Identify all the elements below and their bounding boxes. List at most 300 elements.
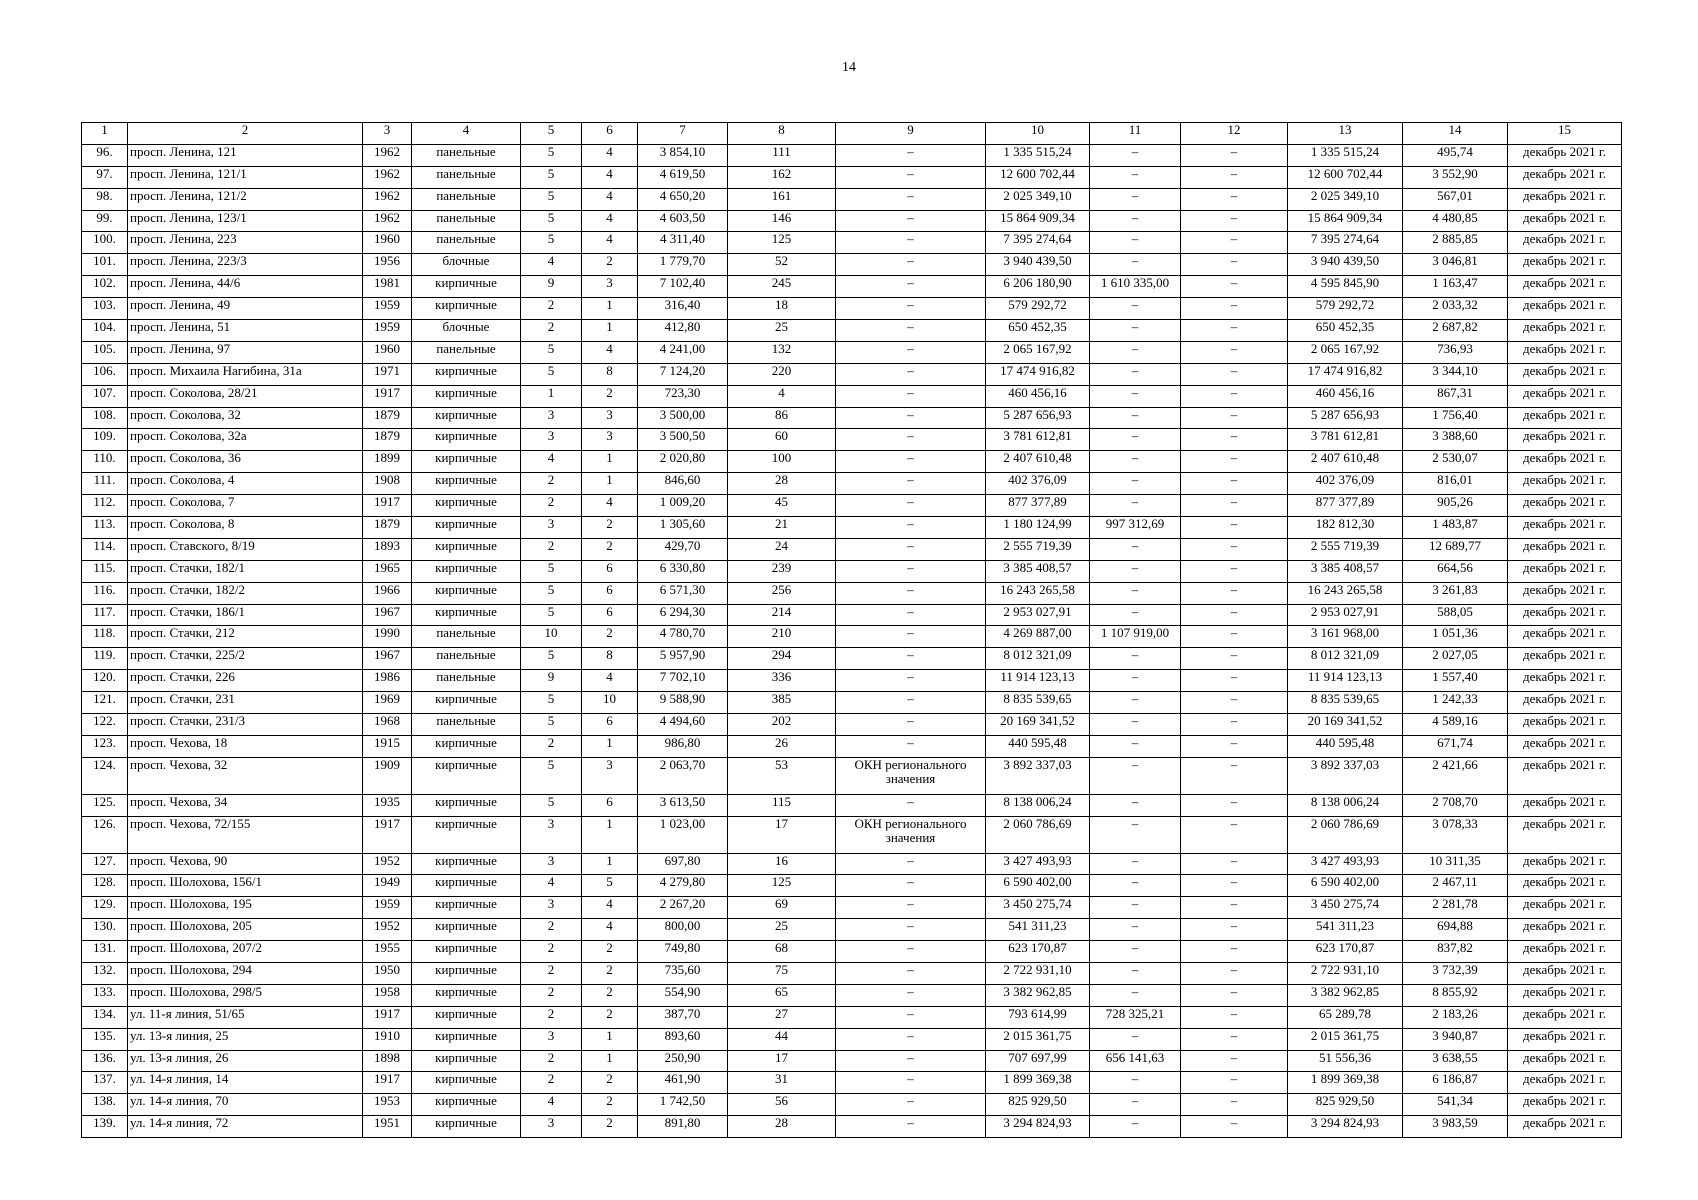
- cell-address: просп. Соколова, 32а: [128, 429, 363, 451]
- cell-wall-material: кирпичные: [412, 735, 521, 757]
- header-cell-completion-date: 15: [1508, 123, 1622, 145]
- cell-year-built: 1879: [363, 429, 412, 451]
- cell-floors: 9: [521, 276, 582, 298]
- cell-row-number: 134.: [82, 1006, 128, 1028]
- cell-residents: 125: [728, 232, 836, 254]
- cell-floors: 2: [521, 495, 582, 517]
- cell-completion-date: декабрь 2021 г.: [1508, 735, 1622, 757]
- cell-total-cost: 825 929,50: [986, 1094, 1090, 1116]
- cell-residents: 162: [728, 166, 836, 188]
- cell-completion-date: декабрь 2021 г.: [1508, 897, 1622, 919]
- cell-cost-source-2: –: [1181, 429, 1288, 451]
- cell-wall-material: панельные: [412, 232, 521, 254]
- table-row: [82, 363, 1622, 385]
- cell-cost-source-2: –: [1181, 1116, 1288, 1138]
- cell-cost-source-3: 2 065 167,92: [1288, 341, 1403, 363]
- cell-year-built: 1966: [363, 582, 412, 604]
- cell-floors: 3: [521, 1028, 582, 1050]
- cell-year-built: 1910: [363, 1028, 412, 1050]
- cell-wall-material: панельные: [412, 670, 521, 692]
- header-cell-floors: 5: [521, 123, 582, 145]
- cell-cost-source-2: –: [1181, 582, 1288, 604]
- table-row: [82, 1072, 1622, 1094]
- cell-year-built: 1967: [363, 604, 412, 626]
- cell-completion-date: декабрь 2021 г.: [1508, 538, 1622, 560]
- cell-unit-cost: 3 388,60: [1403, 429, 1508, 451]
- table-row: [82, 429, 1622, 451]
- cell-wall-material: кирпичные: [412, 1006, 521, 1028]
- cell-cost-source-1: –: [1090, 538, 1181, 560]
- cell-floors: 4: [521, 875, 582, 897]
- cell-total-cost: 3 427 493,93: [986, 853, 1090, 875]
- cell-entrances: 6: [582, 582, 638, 604]
- cell-completion-date: декабрь 2021 г.: [1508, 1094, 1622, 1116]
- cell-residents: 115: [728, 794, 836, 816]
- cell-cost-source-2: –: [1181, 341, 1288, 363]
- cell-cost-source-1: –: [1090, 757, 1181, 794]
- cell-cost-source-3: 3 294 824,93: [1288, 1116, 1403, 1138]
- header-cell-wall-material: 4: [412, 123, 521, 145]
- cell-completion-date: декабрь 2021 г.: [1508, 276, 1622, 298]
- cell-total-cost: 2 407 610,48: [986, 451, 1090, 473]
- cell-object-status: –: [836, 1072, 986, 1094]
- cell-address: просп. Ставского, 8/19: [128, 538, 363, 560]
- cell-address: просп. Соколова, 4: [128, 473, 363, 495]
- cell-unit-cost: 694,88: [1403, 919, 1508, 941]
- cell-total-area: 461,90: [638, 1072, 728, 1094]
- cell-object-status: –: [836, 648, 986, 670]
- cell-unit-cost: 588,05: [1403, 604, 1508, 626]
- cell-total-area: 2 020,80: [638, 451, 728, 473]
- cell-residents: 44: [728, 1028, 836, 1050]
- cell-floors: 2: [521, 984, 582, 1006]
- cell-address: просп. Ленина, 223/3: [128, 254, 363, 276]
- cell-cost-source-3: 3 781 612,81: [1288, 429, 1403, 451]
- header-cell-year-built: 3: [363, 123, 412, 145]
- cell-unit-cost: 2 530,07: [1403, 451, 1508, 473]
- header-cell-residents: 8: [728, 123, 836, 145]
- cell-cost-source-1: –: [1090, 166, 1181, 188]
- table-row: [82, 897, 1622, 919]
- cell-object-status: –: [836, 210, 986, 232]
- cell-year-built: 1981: [363, 276, 412, 298]
- cell-total-cost: 3 382 962,85: [986, 984, 1090, 1006]
- cell-wall-material: кирпичные: [412, 1050, 521, 1072]
- cell-entrances: 2: [582, 941, 638, 963]
- cell-floors: 5: [521, 582, 582, 604]
- cell-unit-cost: 541,34: [1403, 1094, 1508, 1116]
- cell-cost-source-3: 579 292,72: [1288, 298, 1403, 320]
- table-row: [82, 1116, 1622, 1138]
- cell-address: просп. Чехова, 32: [128, 757, 363, 794]
- cell-residents: 294: [728, 648, 836, 670]
- cell-object-status: –: [836, 276, 986, 298]
- cell-cost-source-3: 1 335 515,24: [1288, 144, 1403, 166]
- cell-unit-cost: 567,01: [1403, 188, 1508, 210]
- cell-floors: 5: [521, 166, 582, 188]
- cell-unit-cost: 2 885,85: [1403, 232, 1508, 254]
- cell-entrances: 2: [582, 385, 638, 407]
- table-row: [82, 757, 1622, 794]
- cell-address: просп. Шолохова, 294: [128, 962, 363, 984]
- cell-row-number: 108.: [82, 407, 128, 429]
- cell-completion-date: декабрь 2021 г.: [1508, 385, 1622, 407]
- cell-entrances: 1: [582, 451, 638, 473]
- cell-floors: 3: [521, 897, 582, 919]
- header-cell-total-cost: 10: [986, 123, 1090, 145]
- cell-completion-date: декабрь 2021 г.: [1508, 1072, 1622, 1094]
- cell-year-built: 1898: [363, 1050, 412, 1072]
- table-row: [82, 692, 1622, 714]
- cell-total-area: 5 957,90: [638, 648, 728, 670]
- cell-entrances: 4: [582, 188, 638, 210]
- cell-completion-date: декабрь 2021 г.: [1508, 714, 1622, 736]
- cell-total-area: 2 063,70: [638, 757, 728, 794]
- cell-address: просп. Стачки, 231/3: [128, 714, 363, 736]
- cell-residents: 65: [728, 984, 836, 1006]
- cell-floors: 2: [521, 298, 582, 320]
- cell-cost-source-3: 650 452,35: [1288, 320, 1403, 342]
- cell-object-status: –: [836, 538, 986, 560]
- cell-floors: 2: [521, 735, 582, 757]
- cell-total-area: 749,80: [638, 941, 728, 963]
- table-row: [82, 670, 1622, 692]
- cell-unit-cost: 3 552,90: [1403, 166, 1508, 188]
- header-cell-total-area: 7: [638, 123, 728, 145]
- cell-address: просп. Шолохова, 156/1: [128, 875, 363, 897]
- cell-row-number: 128.: [82, 875, 128, 897]
- cell-cost-source-3: 541 311,23: [1288, 919, 1403, 941]
- cell-unit-cost: 2 183,26: [1403, 1006, 1508, 1028]
- cell-cost-source-1: –: [1090, 648, 1181, 670]
- cell-cost-source-1: –: [1090, 714, 1181, 736]
- cell-entrances: 3: [582, 429, 638, 451]
- cell-cost-source-3: 12 600 702,44: [1288, 166, 1403, 188]
- cell-entrances: 6: [582, 604, 638, 626]
- cell-cost-source-1: 1 107 919,00: [1090, 626, 1181, 648]
- cell-address: просп. Ленина, 123/1: [128, 210, 363, 232]
- cell-residents: 56: [728, 1094, 836, 1116]
- cell-address: просп. Шолохова, 298/5: [128, 984, 363, 1006]
- cell-cost-source-2: –: [1181, 538, 1288, 560]
- cell-year-built: 1949: [363, 875, 412, 897]
- cell-object-status: –: [836, 1094, 986, 1116]
- cell-floors: 2: [521, 1006, 582, 1028]
- cell-total-cost: 11 914 123,13: [986, 670, 1090, 692]
- cell-object-status: –: [836, 875, 986, 897]
- cell-year-built: 1908: [363, 473, 412, 495]
- header-cell-object-status: 9: [836, 123, 986, 145]
- cell-wall-material: кирпичные: [412, 560, 521, 582]
- cell-entrances: 8: [582, 363, 638, 385]
- table-row: [82, 1094, 1622, 1116]
- table-row: [82, 816, 1622, 853]
- cell-cost-source-3: 4 595 845,90: [1288, 276, 1403, 298]
- cell-cost-source-1: –: [1090, 495, 1181, 517]
- cell-wall-material: кирпичные: [412, 473, 521, 495]
- cell-object-status: –: [836, 495, 986, 517]
- cell-address: просп. Чехова, 72/155: [128, 816, 363, 853]
- cell-year-built: 1971: [363, 363, 412, 385]
- cell-cost-source-2: –: [1181, 1006, 1288, 1028]
- table-row: [82, 962, 1622, 984]
- cell-object-status: –: [836, 341, 986, 363]
- cell-completion-date: декабрь 2021 г.: [1508, 875, 1622, 897]
- cell-cost-source-3: 8 835 539,65: [1288, 692, 1403, 714]
- cell-unit-cost: 1 242,33: [1403, 692, 1508, 714]
- cell-completion-date: декабрь 2021 г.: [1508, 166, 1622, 188]
- cell-entrances: 4: [582, 144, 638, 166]
- cell-row-number: 98.: [82, 188, 128, 210]
- cell-entrances: 2: [582, 517, 638, 539]
- cell-unit-cost: 10 311,35: [1403, 853, 1508, 875]
- cell-residents: 31: [728, 1072, 836, 1094]
- cell-completion-date: декабрь 2021 г.: [1508, 517, 1622, 539]
- cell-object-status: –: [836, 962, 986, 984]
- cell-wall-material: кирпичные: [412, 582, 521, 604]
- cell-address: ул. 14-я линия, 72: [128, 1116, 363, 1138]
- cell-address: просп. Соколова, 7: [128, 495, 363, 517]
- cell-object-status: –: [836, 919, 986, 941]
- cell-total-cost: 877 377,89: [986, 495, 1090, 517]
- cell-cost-source-3: 3 382 962,85: [1288, 984, 1403, 1006]
- cell-cost-source-2: –: [1181, 604, 1288, 626]
- cell-completion-date: декабрь 2021 г.: [1508, 853, 1622, 875]
- cell-total-area: 3 854,10: [638, 144, 728, 166]
- cell-row-number: 118.: [82, 626, 128, 648]
- cell-total-cost: 3 450 275,74: [986, 897, 1090, 919]
- cell-cost-source-2: –: [1181, 692, 1288, 714]
- cell-object-status: –: [836, 670, 986, 692]
- cell-total-area: 1 023,00: [638, 816, 728, 853]
- cell-wall-material: кирпичные: [412, 517, 521, 539]
- cell-residents: 18: [728, 298, 836, 320]
- cell-cost-source-1: –: [1090, 188, 1181, 210]
- cell-unit-cost: 2 687,82: [1403, 320, 1508, 342]
- cell-completion-date: декабрь 2021 г.: [1508, 794, 1622, 816]
- cell-total-cost: 1 899 369,38: [986, 1072, 1090, 1094]
- cell-total-cost: 402 376,09: [986, 473, 1090, 495]
- cell-year-built: 1959: [363, 320, 412, 342]
- cell-unit-cost: 816,01: [1403, 473, 1508, 495]
- cell-cost-source-1: –: [1090, 232, 1181, 254]
- cell-year-built: 1909: [363, 757, 412, 794]
- cell-address: ул. 13-я линия, 25: [128, 1028, 363, 1050]
- cell-floors: 3: [521, 1116, 582, 1138]
- table-row: [82, 735, 1622, 757]
- cell-total-cost: 16 243 265,58: [986, 582, 1090, 604]
- cell-wall-material: кирпичные: [412, 897, 521, 919]
- cell-wall-material: кирпичные: [412, 853, 521, 875]
- cell-cost-source-1: –: [1090, 875, 1181, 897]
- cell-cost-source-3: 2 015 361,75: [1288, 1028, 1403, 1050]
- table-row: [82, 582, 1622, 604]
- cell-object-status: –: [836, 429, 986, 451]
- cell-cost-source-3: 16 243 265,58: [1288, 582, 1403, 604]
- cell-total-cost: 707 697,99: [986, 1050, 1090, 1072]
- cell-total-cost: 2 025 349,10: [986, 188, 1090, 210]
- cell-wall-material: кирпичные: [412, 1116, 521, 1138]
- cell-total-area: 7 102,40: [638, 276, 728, 298]
- cell-cost-source-3: 8 138 006,24: [1288, 794, 1403, 816]
- cell-object-status: –: [836, 166, 986, 188]
- cell-year-built: 1935: [363, 794, 412, 816]
- cell-cost-source-2: –: [1181, 626, 1288, 648]
- cell-cost-source-3: 51 556,36: [1288, 1050, 1403, 1072]
- cell-year-built: 1962: [363, 166, 412, 188]
- cell-floors: 3: [521, 816, 582, 853]
- cell-completion-date: декабрь 2021 г.: [1508, 962, 1622, 984]
- cell-row-number: 116.: [82, 582, 128, 604]
- cell-object-status: –: [836, 473, 986, 495]
- cell-total-area: 316,40: [638, 298, 728, 320]
- cell-total-area: 1 305,60: [638, 517, 728, 539]
- cell-completion-date: декабрь 2021 г.: [1508, 1028, 1622, 1050]
- cell-entrances: 4: [582, 919, 638, 941]
- cell-cost-source-2: –: [1181, 451, 1288, 473]
- cell-cost-source-1: 728 325,21: [1090, 1006, 1181, 1028]
- cell-total-area: 4 494,60: [638, 714, 728, 736]
- cell-total-area: 735,60: [638, 962, 728, 984]
- cell-cost-source-3: 440 595,48: [1288, 735, 1403, 757]
- cell-unit-cost: 1 483,87: [1403, 517, 1508, 539]
- table-row: [82, 1006, 1622, 1028]
- table-row: [82, 626, 1622, 648]
- cell-row-number: 125.: [82, 794, 128, 816]
- cell-unit-cost: 1 756,40: [1403, 407, 1508, 429]
- cell-residents: 146: [728, 210, 836, 232]
- table-row: [82, 714, 1622, 736]
- cell-total-cost: 5 287 656,93: [986, 407, 1090, 429]
- cell-total-cost: 15 864 909,34: [986, 210, 1090, 232]
- table-row: [82, 407, 1622, 429]
- cell-cost-source-3: 2 555 719,39: [1288, 538, 1403, 560]
- cell-floors: 2: [521, 919, 582, 941]
- cell-floors: 2: [521, 1050, 582, 1072]
- cell-object-status: –: [836, 1006, 986, 1028]
- cell-unit-cost: 3 940,87: [1403, 1028, 1508, 1050]
- cell-object-status: –: [836, 692, 986, 714]
- cell-residents: 17: [728, 816, 836, 853]
- cell-unit-cost: 736,93: [1403, 341, 1508, 363]
- cell-address: просп. Стачки, 212: [128, 626, 363, 648]
- cell-object-status: –: [836, 232, 986, 254]
- cell-entrances: 3: [582, 407, 638, 429]
- cell-entrances: 6: [582, 794, 638, 816]
- cell-cost-source-2: –: [1181, 166, 1288, 188]
- cell-row-number: 104.: [82, 320, 128, 342]
- cell-completion-date: декабрь 2021 г.: [1508, 582, 1622, 604]
- cell-cost-source-1: –: [1090, 692, 1181, 714]
- cell-wall-material: кирпичные: [412, 276, 521, 298]
- cell-year-built: 1899: [363, 451, 412, 473]
- cell-residents: 60: [728, 429, 836, 451]
- cell-entrances: 2: [582, 254, 638, 276]
- cell-wall-material: панельные: [412, 210, 521, 232]
- cell-entrances: 1: [582, 735, 638, 757]
- cell-address: ул. 14-я линия, 14: [128, 1072, 363, 1094]
- cell-year-built: 1917: [363, 1072, 412, 1094]
- cell-completion-date: декабрь 2021 г.: [1508, 604, 1622, 626]
- cell-cost-source-2: –: [1181, 144, 1288, 166]
- cell-total-cost: 2 722 931,10: [986, 962, 1090, 984]
- cell-total-cost: 460 456,16: [986, 385, 1090, 407]
- cell-address: ул. 14-я линия, 70: [128, 1094, 363, 1116]
- cell-cost-source-2: –: [1181, 560, 1288, 582]
- cell-row-number: 106.: [82, 363, 128, 385]
- cell-object-status: ОКН регионального значения: [836, 816, 986, 853]
- cell-cost-source-1: –: [1090, 473, 1181, 495]
- table-row: [82, 385, 1622, 407]
- cell-total-cost: 2 555 719,39: [986, 538, 1090, 560]
- cell-floors: 2: [521, 473, 582, 495]
- cell-row-number: 132.: [82, 962, 128, 984]
- cell-address: просп. Стачки, 186/1: [128, 604, 363, 626]
- cell-cost-source-3: 6 590 402,00: [1288, 875, 1403, 897]
- cell-cost-source-1: –: [1090, 853, 1181, 875]
- cell-cost-source-2: –: [1181, 1050, 1288, 1072]
- cell-year-built: 1960: [363, 232, 412, 254]
- cell-cost-source-2: –: [1181, 984, 1288, 1006]
- cell-cost-source-3: 3 450 275,74: [1288, 897, 1403, 919]
- table-header: [82, 123, 1622, 145]
- cell-entrances: 3: [582, 757, 638, 794]
- cell-cost-source-2: –: [1181, 188, 1288, 210]
- cell-cost-source-3: 402 376,09: [1288, 473, 1403, 495]
- cell-row-number: 96.: [82, 144, 128, 166]
- cell-completion-date: декабрь 2021 г.: [1508, 298, 1622, 320]
- cell-residents: 111: [728, 144, 836, 166]
- cell-entrances: 1: [582, 816, 638, 853]
- cell-row-number: 122.: [82, 714, 128, 736]
- cell-total-area: 893,60: [638, 1028, 728, 1050]
- cell-unit-cost: 2 421,66: [1403, 757, 1508, 794]
- cell-cost-source-2: –: [1181, 897, 1288, 919]
- cell-row-number: 117.: [82, 604, 128, 626]
- cell-cost-source-3: 17 474 916,82: [1288, 363, 1403, 385]
- cell-floors: 5: [521, 794, 582, 816]
- cell-wall-material: кирпичные: [412, 794, 521, 816]
- cell-cost-source-1: –: [1090, 919, 1181, 941]
- table-row: [82, 875, 1622, 897]
- cell-wall-material: кирпичные: [412, 451, 521, 473]
- cell-floors: 3: [521, 407, 582, 429]
- cell-address: просп. Михаила Нагибина, 31а: [128, 363, 363, 385]
- cell-object-status: –: [836, 560, 986, 582]
- cell-year-built: 1950: [363, 962, 412, 984]
- cell-total-area: 800,00: [638, 919, 728, 941]
- cell-floors: 5: [521, 144, 582, 166]
- cell-cost-source-2: –: [1181, 320, 1288, 342]
- cell-year-built: 1962: [363, 188, 412, 210]
- cell-cost-source-1: –: [1090, 984, 1181, 1006]
- cell-object-status: –: [836, 144, 986, 166]
- cell-address: просп. Соколова, 28/21: [128, 385, 363, 407]
- cell-wall-material: кирпичные: [412, 816, 521, 853]
- cell-cost-source-1: 1 610 335,00: [1090, 276, 1181, 298]
- cell-cost-source-1: –: [1090, 897, 1181, 919]
- cell-floors: 5: [521, 757, 582, 794]
- cell-address: просп. Стачки, 225/2: [128, 648, 363, 670]
- cell-wall-material: кирпичные: [412, 298, 521, 320]
- cell-residents: 86: [728, 407, 836, 429]
- cell-completion-date: декабрь 2021 г.: [1508, 429, 1622, 451]
- cell-wall-material: кирпичные: [412, 1072, 521, 1094]
- cell-year-built: 1956: [363, 254, 412, 276]
- cell-address: просп. Соколова, 8: [128, 517, 363, 539]
- table-row: [82, 919, 1622, 941]
- cell-row-number: 127.: [82, 853, 128, 875]
